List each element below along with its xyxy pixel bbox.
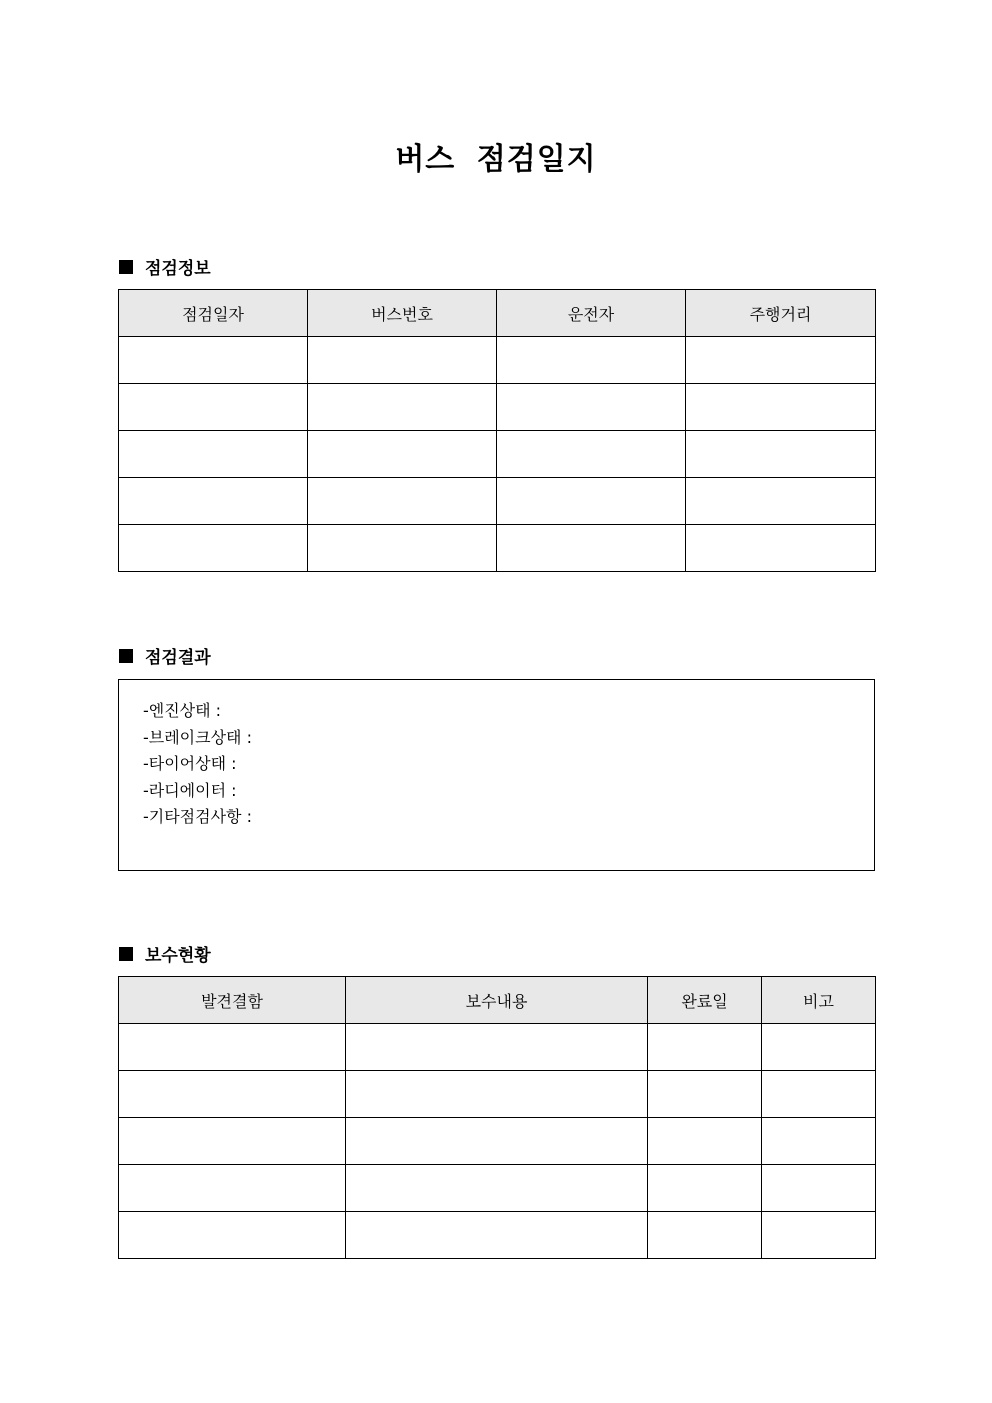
table-cell[interactable] — [119, 1118, 346, 1165]
table-header-row — [119, 977, 876, 1024]
table-row — [119, 478, 876, 525]
result-item-radiator: -라디에이터 : — [143, 780, 237, 800]
table-cell[interactable] — [308, 384, 497, 431]
square-bullet-icon — [119, 947, 133, 961]
square-bullet-icon — [119, 649, 133, 663]
section-heading-result — [119, 643, 211, 668]
result-item-brake: -브레이크상태 : — [143, 727, 252, 747]
table-cell[interactable] — [686, 478, 876, 525]
table-header-row — [119, 290, 876, 337]
result-item-engine: -엔진상태 : — [143, 701, 222, 720]
table-row — [119, 1212, 876, 1259]
table-cell[interactable] — [762, 1024, 876, 1071]
table-cell[interactable] — [648, 1165, 762, 1212]
section-heading-label: 점검결과 — [145, 648, 211, 668]
header-remarks: 비고 — [762, 977, 876, 1024]
inspection-result-box[interactable] — [118, 679, 875, 871]
table-row — [119, 431, 876, 478]
table-cell[interactable] — [497, 384, 686, 431]
table-row — [119, 1071, 876, 1118]
table-cell[interactable] — [497, 337, 686, 384]
table-cell[interactable] — [762, 1071, 876, 1118]
table-cell[interactable] — [119, 337, 308, 384]
table-cell[interactable] — [346, 1165, 648, 1212]
table-cell[interactable] — [648, 1071, 762, 1118]
header-bus-number: 버스번호 — [308, 290, 497, 337]
table-cell[interactable] — [346, 1212, 648, 1259]
table-row — [119, 337, 876, 384]
table-cell[interactable] — [119, 1165, 346, 1212]
table-row — [119, 1118, 876, 1165]
inspection-info-table — [118, 289, 876, 572]
table-row — [119, 525, 876, 572]
table-cell[interactable] — [346, 1118, 648, 1165]
table-cell[interactable] — [119, 384, 308, 431]
table-cell[interactable] — [497, 431, 686, 478]
table-row — [119, 1165, 876, 1212]
section-heading-label: 보수현황 — [145, 946, 211, 966]
table-cell[interactable] — [119, 1024, 346, 1071]
table-cell[interactable] — [346, 1071, 648, 1118]
table-cell[interactable] — [762, 1165, 876, 1212]
header-driver: 운전자 — [497, 290, 686, 337]
table-cell[interactable] — [762, 1118, 876, 1165]
section-heading-repair — [119, 941, 211, 966]
table-cell[interactable] — [686, 525, 876, 572]
table-cell[interactable] — [497, 525, 686, 572]
table-cell[interactable] — [308, 478, 497, 525]
page-title: 버스 점검일지 — [395, 142, 597, 177]
table-cell[interactable] — [308, 337, 497, 384]
table-row — [119, 384, 876, 431]
section-heading-label: 점검정보 — [145, 259, 211, 279]
table-cell[interactable] — [648, 1024, 762, 1071]
header-completion-date: 완료일 — [648, 977, 762, 1024]
table-cell[interactable] — [648, 1118, 762, 1165]
table-cell[interactable] — [346, 1024, 648, 1071]
table-cell[interactable] — [119, 525, 308, 572]
table-cell[interactable] — [308, 431, 497, 478]
header-inspection-date: 점검일자 — [119, 290, 308, 337]
table-cell[interactable] — [686, 431, 876, 478]
repair-status-table — [118, 976, 876, 1259]
header-defect-found: 발견결함 — [119, 977, 346, 1024]
section-heading-info — [119, 254, 211, 279]
table-cell[interactable] — [686, 337, 876, 384]
table-cell[interactable] — [497, 478, 686, 525]
table-cell[interactable] — [648, 1212, 762, 1259]
table-cell[interactable] — [119, 1071, 346, 1118]
table-cell[interactable] — [119, 431, 308, 478]
table-cell[interactable] — [119, 478, 308, 525]
square-bullet-icon — [119, 260, 133, 274]
table-cell[interactable] — [762, 1212, 876, 1259]
result-list — [143, 698, 252, 831]
table-cell[interactable] — [308, 525, 497, 572]
result-item-other: -기타점검사항 : — [143, 807, 252, 826]
table-cell[interactable] — [686, 384, 876, 431]
table-cell[interactable] — [119, 1212, 346, 1259]
table-row — [119, 1024, 876, 1071]
header-mileage: 주행거리 — [686, 290, 876, 337]
result-item-tire: -타이어상태 : — [143, 754, 237, 773]
header-repair-details: 보수내용 — [346, 977, 648, 1024]
